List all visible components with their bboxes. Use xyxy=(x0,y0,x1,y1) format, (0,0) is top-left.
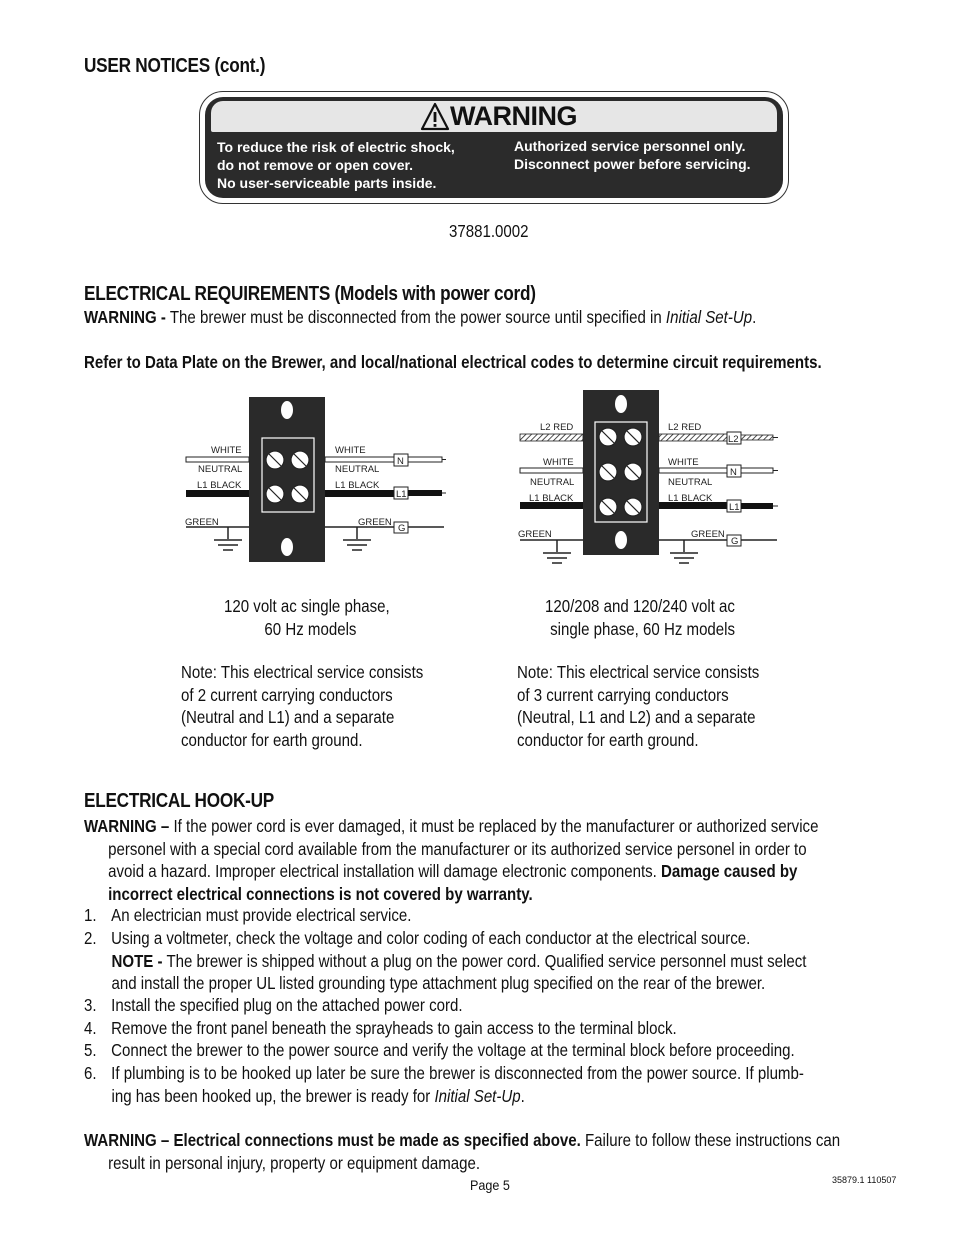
step-3: 3. Install the specified plug on the attached power cord. xyxy=(84,995,463,1015)
warning-label-title: WARNING xyxy=(450,101,577,131)
label-red-right: L2 RED xyxy=(668,422,702,433)
caption-208-240v: 120/208 and 120/240 volt ac single phase, 60 Hz models xyxy=(545,596,736,639)
step-2: 2. Using a voltmeter, check the voltage and color coding of each conductor at the electrical source. NOTE - The brewer is shipped without a plug on the power cord. Qualified service personnel must select and install the proper UL listed grounding type attachment plug specified on the rear of the brewer. xyxy=(84,928,807,994)
step-1: 1. An electrician must provide electrical service. xyxy=(84,905,412,925)
label-white-left: WHITE xyxy=(543,457,574,468)
label-neutral-right: NEUTRAL xyxy=(668,477,713,488)
tag-g: G xyxy=(398,523,406,534)
step-6: 6. If plumbing is to be hooked up later be sure the brewer is disconnected from the power source. If plumb- ing has been hooked up, the brewer is ready for Initial Set-Up. xyxy=(84,1063,804,1106)
label-neutral-left: NEUTRAL xyxy=(198,464,243,475)
label-white-right: WHITE xyxy=(668,457,699,468)
requirements-warning: WARNING - The brewer must be disconnected from the power source until specified in Initial Set-Up. xyxy=(84,307,757,327)
warning-triangle-icon xyxy=(420,102,450,131)
tag-l1: L1 xyxy=(396,489,407,500)
tag-n: N xyxy=(730,467,737,478)
label-black-right: L1 BLACK xyxy=(668,493,713,504)
document-code: 35879.1 110507 xyxy=(832,1175,897,1185)
label-black-left: L1 BLACK xyxy=(197,480,242,491)
label-red-left: L2 RED xyxy=(540,422,574,433)
label-black-left: L1 BLACK xyxy=(529,493,574,504)
step-5: 5. Connect the brewer to the power source and verify the voltage at the terminal block before proceeding. xyxy=(84,1040,795,1060)
final-warning: WARNING – Electrical connections must be made as specified above. Failure to follow these instructions can result in personal injury, property or equipment damage. xyxy=(84,1130,841,1173)
label-black-right: L1 BLACK xyxy=(335,480,380,491)
tag-l2: L2 xyxy=(728,434,739,445)
label-green-right: GREEN xyxy=(691,529,725,540)
warning-label-left-text: To reduce the risk of electric shock, do not remove or open cover. No user-serviceable parts inside. xyxy=(217,139,455,191)
page-number: Page 5 xyxy=(470,1177,510,1193)
warning-label-right-text: Authorized service personnel only. Disconnect power before servicing. xyxy=(514,138,751,172)
hookup-warning: WARNING – If the power cord is ever damaged, it must be replaced by the manufacturer or authorized service personel with a special cord available from the manufacturer or its authorized service personel in order to avoid a hazard. Improper electrical installation will damage electronic components. Damage caused by incorrect electrical connections is not covered by warranty. xyxy=(84,816,819,904)
step-4: 4. Remove the front panel beneath the sprayheads to gain access to the terminal block. xyxy=(84,1018,677,1038)
note-120v: Note: This electrical service consists of 2 current carrying conductors (Neutral and L1) and a separate conductor for earth ground. xyxy=(181,662,424,750)
label-part-number: 37881.0002 xyxy=(449,221,529,241)
label-green-left: GREEN xyxy=(185,517,219,528)
diagram-208-240v-wiring xyxy=(515,388,785,578)
note-208-240v: Note: This electrical service consists of 3 current carrying conductors (Neutral, L1 and L2) and a separate conductor for earth ground. xyxy=(517,662,760,750)
caption-120v: 120 volt ac single phase, 60 Hz models xyxy=(224,596,390,639)
label-green-left: GREEN xyxy=(518,529,552,540)
section-title-electrical-requirements: ELECTRICAL REQUIREMENTS (Models with power cord) xyxy=(84,283,536,305)
section-title-electrical-hookup: ELECTRICAL HOOK-UP xyxy=(84,790,274,812)
label-neutral-right: NEUTRAL xyxy=(335,464,380,475)
label-neutral-left: NEUTRAL xyxy=(530,477,575,488)
tag-l1: L1 xyxy=(729,502,740,513)
tag-g: G xyxy=(731,536,739,547)
label-white-right: WHITE xyxy=(335,445,366,456)
label-white-left: WHITE xyxy=(211,445,242,456)
refer-data-plate-text: Refer to Data Plate on the Brewer, and local/national electrical codes to determine circuit requirements. xyxy=(84,352,822,372)
diagram-120v-wiring xyxy=(180,392,450,572)
section-title-user-notices: USER NOTICES (cont.) xyxy=(84,55,266,77)
tag-n: N xyxy=(397,456,404,467)
label-green-right: GREEN xyxy=(358,517,392,528)
